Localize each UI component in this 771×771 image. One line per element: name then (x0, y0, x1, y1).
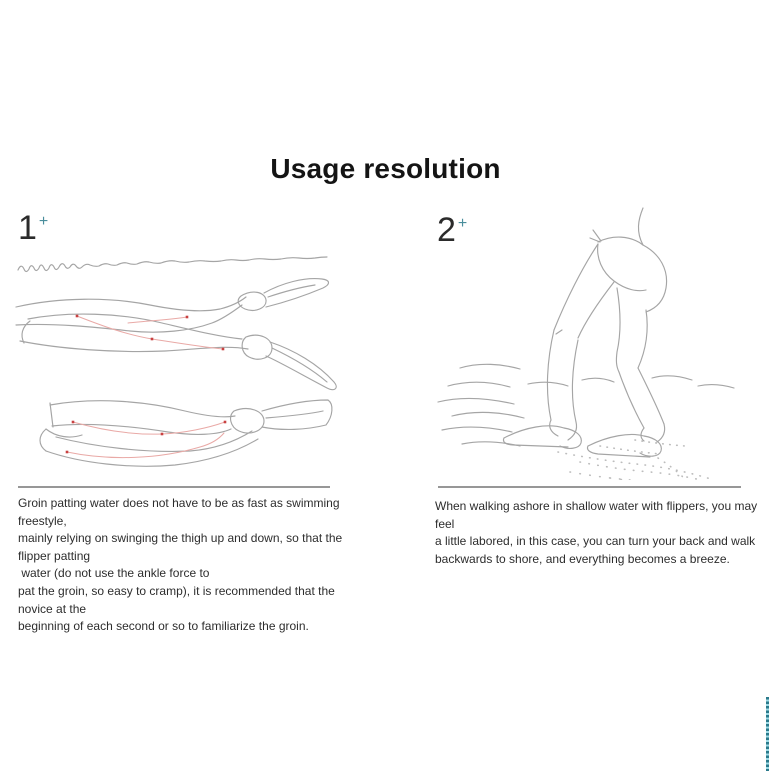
front-fin (503, 420, 581, 448)
walk-ashore-illustration (430, 200, 760, 480)
step-1-plus-icon: + (38, 213, 49, 230)
step-1-description-line: pat the groin, so easy to cramp), it is recommended that the novice at the (18, 583, 339, 616)
fin-kick-illustration (10, 255, 340, 485)
step-1-label (18, 211, 48, 245)
adjacent-content-edge-strip (766, 697, 769, 771)
step-2-plus-icon: + (457, 215, 468, 232)
motion-path-phase-2 (66, 421, 227, 458)
sand-speckles (558, 440, 716, 480)
step-2-description-line: When walking ashore in shallow water with flippers, you may feel (435, 499, 761, 531)
section-1-divider (18, 486, 330, 488)
back-fin (587, 424, 664, 457)
fin-kick-phase-2 (40, 400, 332, 466)
section-2-divider (438, 486, 741, 488)
water-waves (438, 364, 734, 446)
water-surface-line (18, 257, 327, 272)
step-1-description (18, 495, 368, 636)
fin-kick-phase-1 (16, 279, 336, 390)
step-1-number: 1 (18, 209, 36, 247)
step-2-number: 2 (437, 211, 455, 249)
step-1-description-line: beginning of each second or so to familiarize the groin. (18, 619, 309, 634)
step-1-description-line: mainly relying on swinging the thigh up and down, so that the flipper patting (18, 531, 346, 563)
step-2-description (435, 498, 760, 568)
step-1-description-line: water (do not use the ankle force to (18, 566, 210, 581)
step-1-description-line: Groin patting water does not have to be as fast as swimming freestyle, (18, 496, 343, 528)
legs-outline (547, 208, 666, 428)
step-2-description-line: backwards to shore, and everything becomes a breeze. (435, 551, 730, 566)
step-2-description-line: a little labored, in this case, you can turn your back and walk (435, 534, 756, 549)
page-title: Usage resolution (270, 153, 501, 184)
